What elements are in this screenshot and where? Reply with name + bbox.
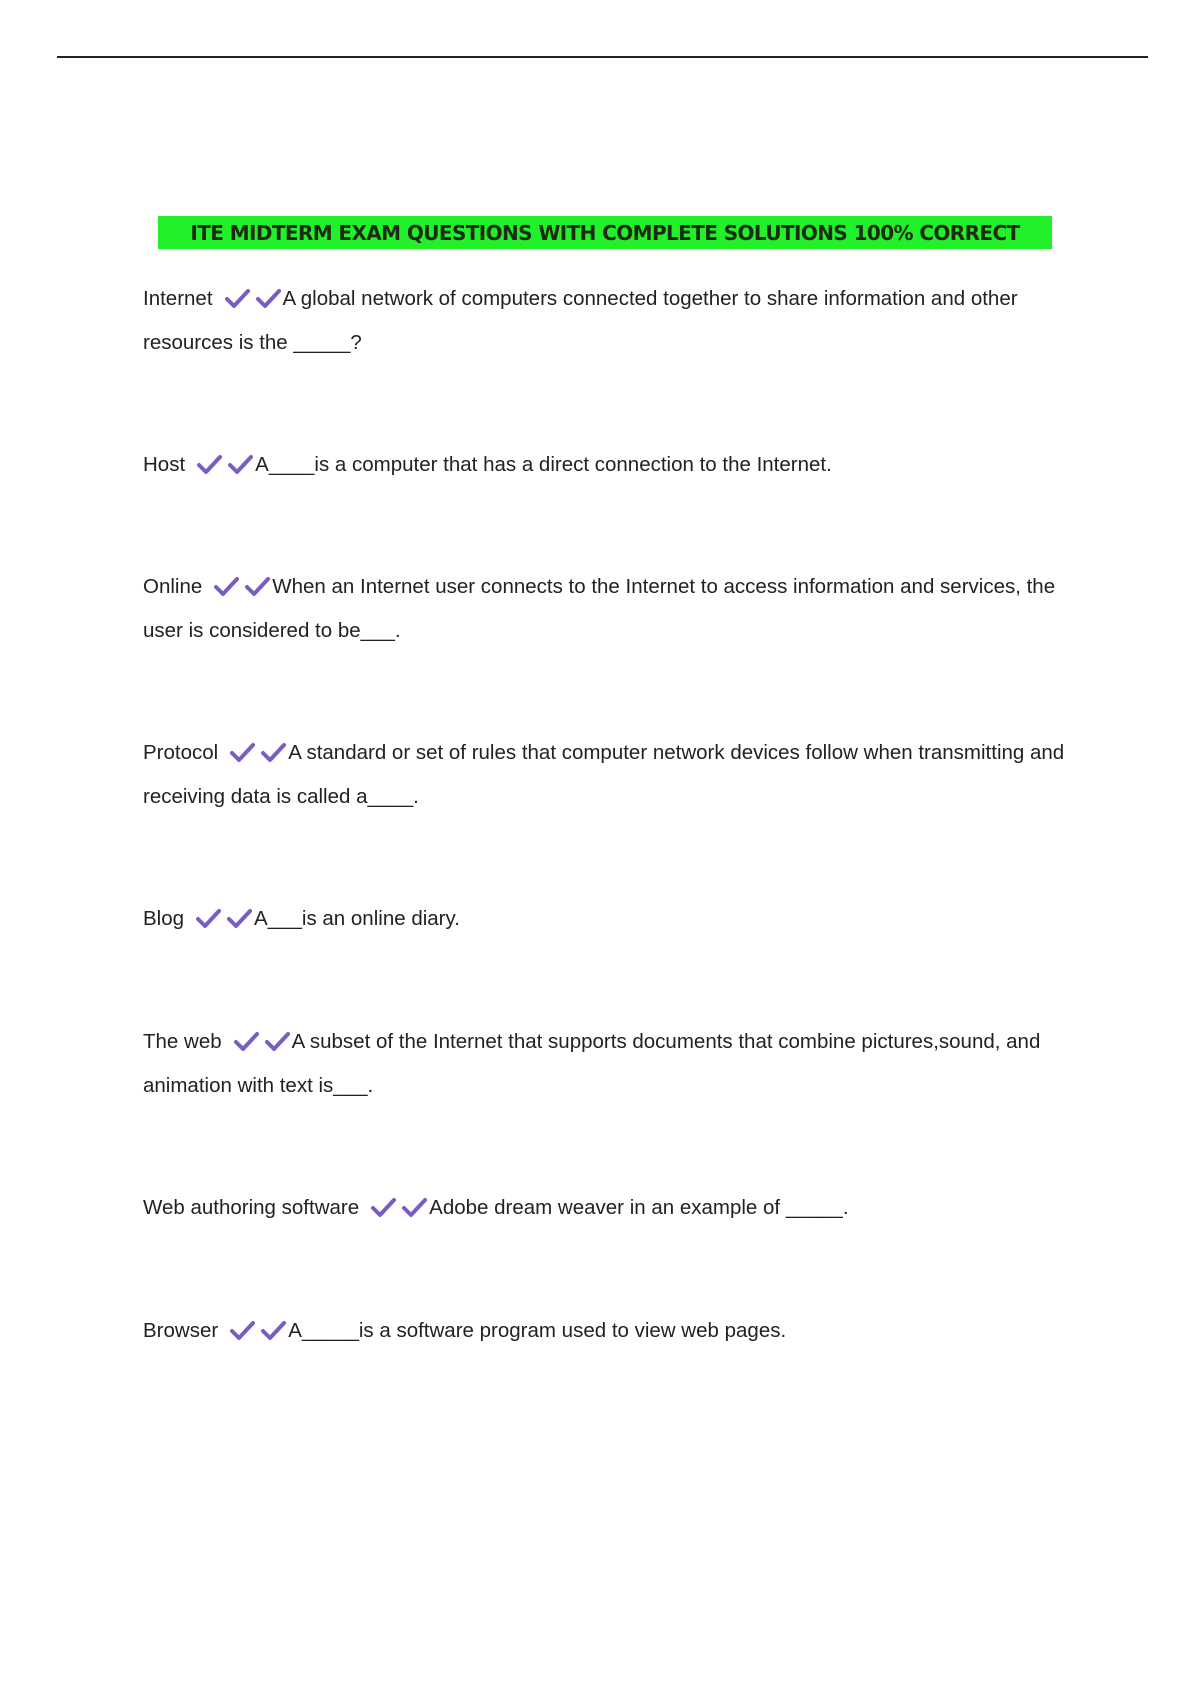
check-pair [230, 1320, 286, 1340]
definition: A___is an online diary. [254, 907, 460, 930]
checkmark-icon [227, 908, 252, 928]
term: Host [143, 453, 186, 476]
checkmark-icon [371, 1197, 396, 1217]
definition: When an Internet user connects to the Internet to access information and services, the user is considered to be___. [143, 575, 1056, 642]
qa-item-host [143, 443, 1073, 487]
checkmark-icon [230, 742, 255, 762]
qa-item-the-web [143, 1020, 1073, 1108]
check-pair [225, 288, 281, 308]
definition: Adobe dream weaver in an example of _____. [429, 1196, 849, 1219]
definition: A_____is a software program used to view web pages. [288, 1319, 787, 1342]
checkmark-icon [214, 576, 239, 596]
term: Web authoring software [143, 1196, 360, 1219]
checkmark-icon [265, 1031, 290, 1051]
qa-item-blog [143, 897, 1073, 941]
checkmark-icon [234, 1031, 259, 1051]
check-pair [230, 742, 286, 762]
qa-item-online [143, 565, 1073, 653]
qa-item-internet [143, 277, 1073, 365]
qa-item-protocol [143, 731, 1073, 819]
checkmark-icon [245, 576, 270, 596]
qa-item-browser [143, 1309, 1073, 1353]
definition: A global network of computers connected together to share information and other resources is the _____? [143, 287, 1018, 354]
checkmark-icon [261, 1320, 286, 1340]
check-pair [196, 908, 252, 928]
header-rule [57, 56, 1148, 58]
definition: A subset of the Internet that supports documents that combine pictures,sound, and animation with text is___. [143, 1030, 1041, 1097]
title-highlight [158, 216, 1052, 249]
checkmark-icon [261, 742, 286, 762]
term: Internet [143, 287, 213, 310]
checkmark-icon [230, 1320, 255, 1340]
qa-item-web-authoring-software [143, 1186, 1073, 1230]
term: Blog [143, 907, 185, 930]
definition: A standard or set of rules that computer network devices follow when transmitting and receiving data is called a____. [143, 741, 1065, 808]
checkmark-icon [256, 288, 281, 308]
term: Online [143, 575, 203, 598]
document-title: ITE MIDTERM EXAM QUESTIONS WITH COMPLETE SOLUTIONS 100% CORRECT [190, 220, 1020, 245]
check-pair [197, 454, 253, 474]
term: Protocol [143, 741, 219, 764]
checkmark-icon [225, 288, 250, 308]
check-pair [371, 1197, 427, 1217]
check-pair [234, 1031, 290, 1051]
check-pair [214, 576, 270, 596]
term: Browser [143, 1319, 219, 1342]
checkmark-icon [196, 908, 221, 928]
checkmark-icon [228, 454, 253, 474]
term: The web [143, 1030, 222, 1053]
checkmark-icon [197, 454, 222, 474]
definition: A____is a computer that has a direct connection to the Internet. [255, 453, 832, 476]
checkmark-icon [402, 1197, 427, 1217]
